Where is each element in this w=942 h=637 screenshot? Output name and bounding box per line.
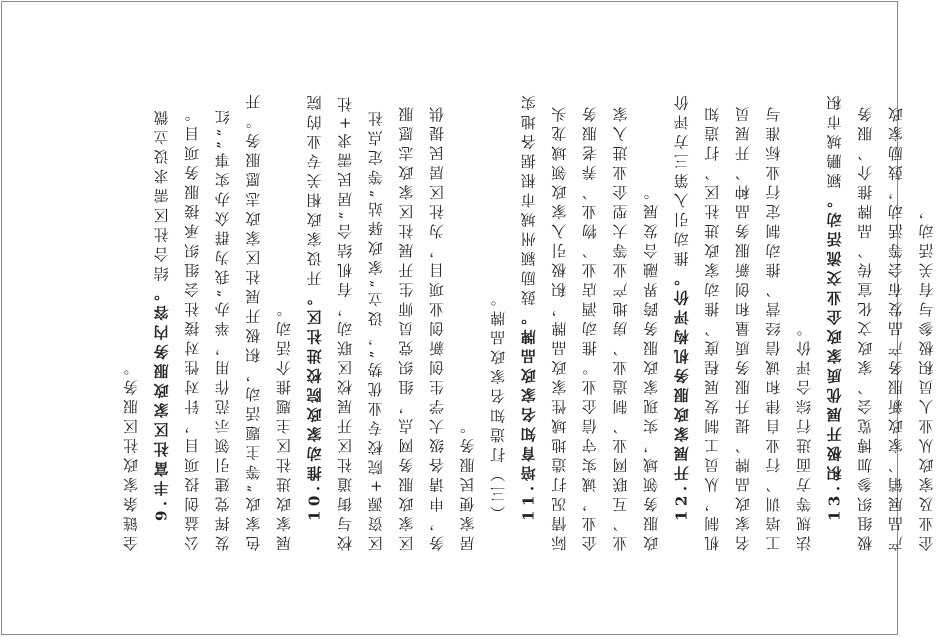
item-9-heading: 9.丰富社区家政服务内容。 xyxy=(152,281,171,521)
item-10-heading: 10.推动家政院校进社区。 xyxy=(305,286,324,521)
paragraph-service-chain xyxy=(116,89,147,551)
item-11-text: 鼓励颍州城市根据各地实际情况打造地域性家政品牌，积极引入家政领域龙头企业，诚实守信企业。推动酒店业、物业、养老服务业、互联网业、制造业、房地产业等大型企业进入家政服务领域，实现家政服务跨界融合发展。 xyxy=(519,91,661,551)
document-page xyxy=(1,1,936,635)
paragraph-item-9 xyxy=(147,89,300,551)
item-12-heading: 12.开展家政服务机构评价。 xyxy=(672,266,691,521)
paragraph-item-12 xyxy=(667,89,820,551)
document-text xyxy=(116,89,936,551)
paragraph-item-13 xyxy=(820,89,942,551)
item-13-heading: 13.积极开展优质家政企业交流活动。 xyxy=(825,188,844,521)
item-11-heading: 11.培育知名家政品牌。 xyxy=(519,305,538,521)
item-9-text: 结合社区需求设立微公益创投项目，针对性对接社会组织承接服务项目。发挥党建引领示范作用，举办“我为群众办实事”“红色家政”等主题活动，积极开展社区家政志愿服务。开展家政进社区主题推介活动。 xyxy=(152,90,293,551)
paragraph-item-11 xyxy=(514,89,667,551)
item-12-text: 推动引入第三方评价机制，从员工制发展程度、推动家政进社区、打造知名家政品牌、提升服务质量和创新服务品种、开展员工培训、行业自律和诚信经营、推动制定行业标准与法规等方面进行综合评价。 xyxy=(672,91,814,551)
paragraph-text: 全链条家政社区服务。 xyxy=(122,356,140,551)
item-13-text: 颍鹏城市积极组织参加博览会、家政文化宣传、品牌推介、服务产品展销、家政新服务产品发布会等活动，鼓励家政企业及家政从业人员积极参与有关活动， xyxy=(825,91,936,551)
paragraph-item-10 xyxy=(300,89,484,551)
section-heading: （三）打造知名家政品牌。 xyxy=(489,287,508,521)
item-10-text: 开设家政相关专业的院校与街道社区开展校区联动，有机结合“居民需求+社区资源+院校专业优势”，设立“家政驿站”等定点社区家政服务网点，组织党员师生开展社区家政志愿服务，申请各级大学生创新创业项目，为社区居民提供居家便民服务。 xyxy=(305,91,477,551)
